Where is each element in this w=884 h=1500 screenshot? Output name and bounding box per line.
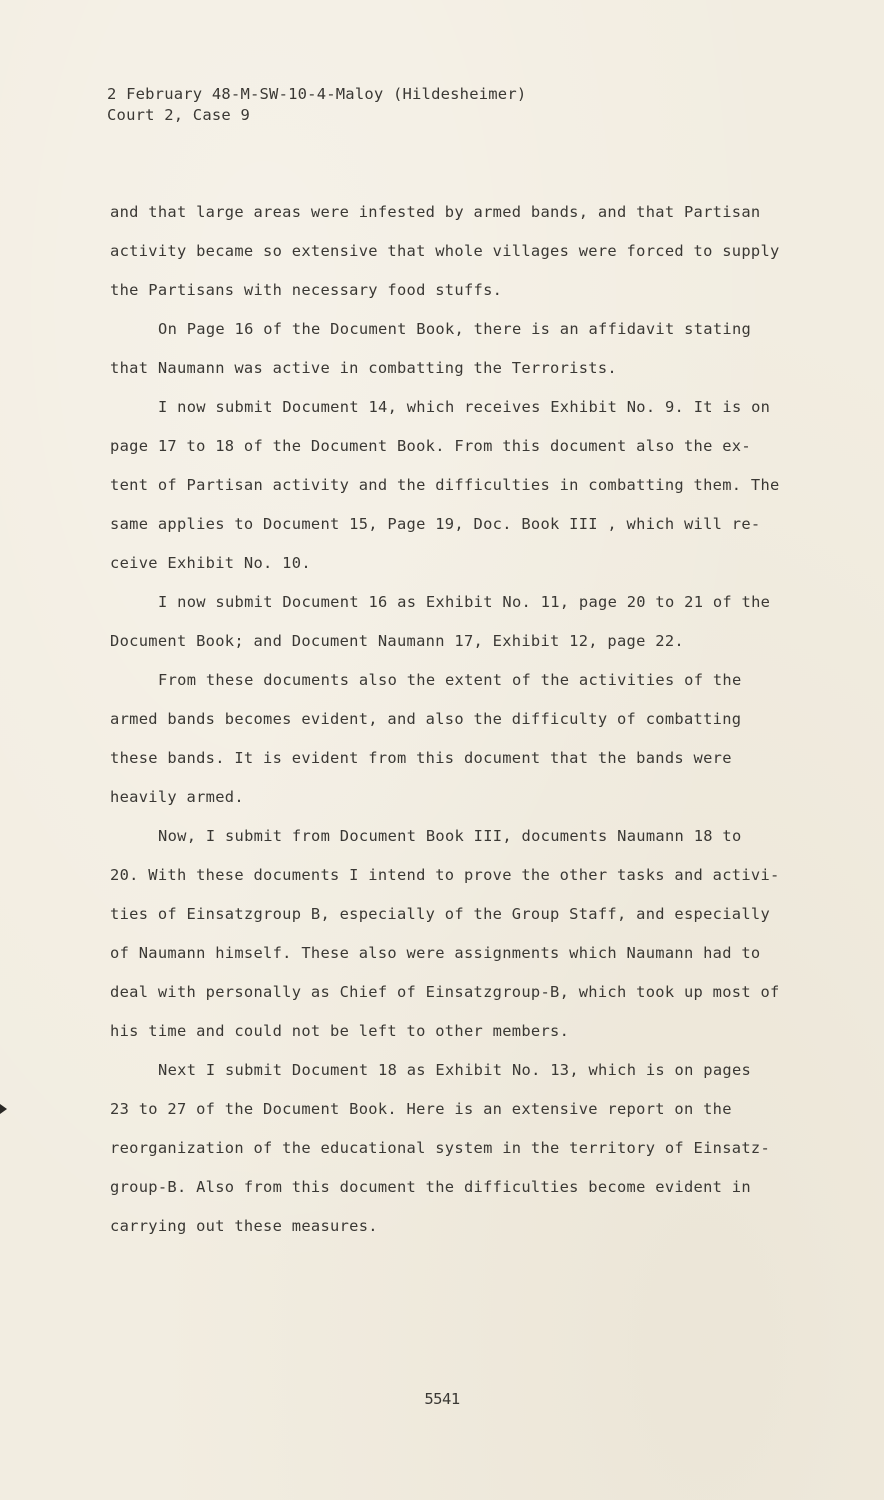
text-line: ties of Einsatzgroup B, especially of the Group Staff, and especially (110, 905, 771, 923)
text-line: carrying out these measures. (110, 1217, 378, 1235)
page-number: 5541 (424, 1390, 460, 1408)
text-line: these bands. It is evident from this document that the bands were (110, 749, 732, 767)
document-header (107, 84, 526, 126)
header-date-line: 2 February 48-M-SW-10-4-Maloy (Hildesheimer) (107, 85, 527, 103)
text-line: ceive Exhibit No. 10. (110, 554, 311, 572)
text-line: same applies to Document 15, Page 19, Doc. Book III , which will re- (110, 515, 761, 533)
text-line: the Partisans with necessary food stuffs. (110, 281, 503, 299)
text-line: page 17 to 18 of the Document Book. From this document also the ex- (110, 437, 751, 455)
text-line: Document Book; and Document Naumann 17, Exhibit 12, page 22. (110, 632, 684, 650)
text-line: tent of Partisan activity and the difficulties in combatting them. The (110, 476, 780, 494)
text-line: armed bands becomes evident, and also the difficulty of combatting (110, 710, 742, 728)
paragraph-start-line: I now submit Document 14, which receives Exhibit No. 9. It is on (158, 398, 771, 416)
text-line: heavily armed. (110, 788, 244, 806)
text-line: reorganization of the educational system in the territory of Einsatz- (110, 1139, 771, 1157)
header-court-line: Court 2, Case 9 (107, 106, 250, 124)
paragraph-start-line: From these documents also the extent of the activities of the (158, 671, 742, 689)
margin-arrow-mark (0, 1104, 7, 1114)
text-line: and that large areas were infested by armed bands, and that Partisan (110, 203, 761, 221)
document-body (110, 193, 800, 1246)
paragraph-start-line: Next I submit Document 18 as Exhibit No. 13, which is on pages (158, 1061, 752, 1079)
text-line: 20. With these documents I intend to prove the other tasks and activi- (110, 866, 780, 884)
text-line: of Naumann himself. These also were assignments which Naumann had to (110, 944, 761, 962)
text-line: deal with personally as Chief of Einsatzgroup-B, which took up most of (110, 983, 780, 1001)
text-line: 23 to 27 of the Document Book. Here is an extensive report on the (110, 1100, 732, 1118)
text-line: activity became so extensive that whole villages were forced to supply (110, 242, 780, 260)
text-line: group-B. Also from this document the difficulties become evident in (110, 1178, 751, 1196)
paragraph-start-line: I now submit Document 16 as Exhibit No. 11, page 20 to 21 of the (158, 593, 771, 611)
paragraph-start-line: On Page 16 of the Document Book, there is an affidavit stating (158, 320, 752, 338)
paragraph-start-line: Now, I submit from Document Book III, documents Naumann 18 to (158, 827, 742, 845)
text-line: that Naumann was active in combatting the Terrorists. (110, 359, 617, 377)
text-line: his time and could not be left to other members. (110, 1022, 570, 1040)
